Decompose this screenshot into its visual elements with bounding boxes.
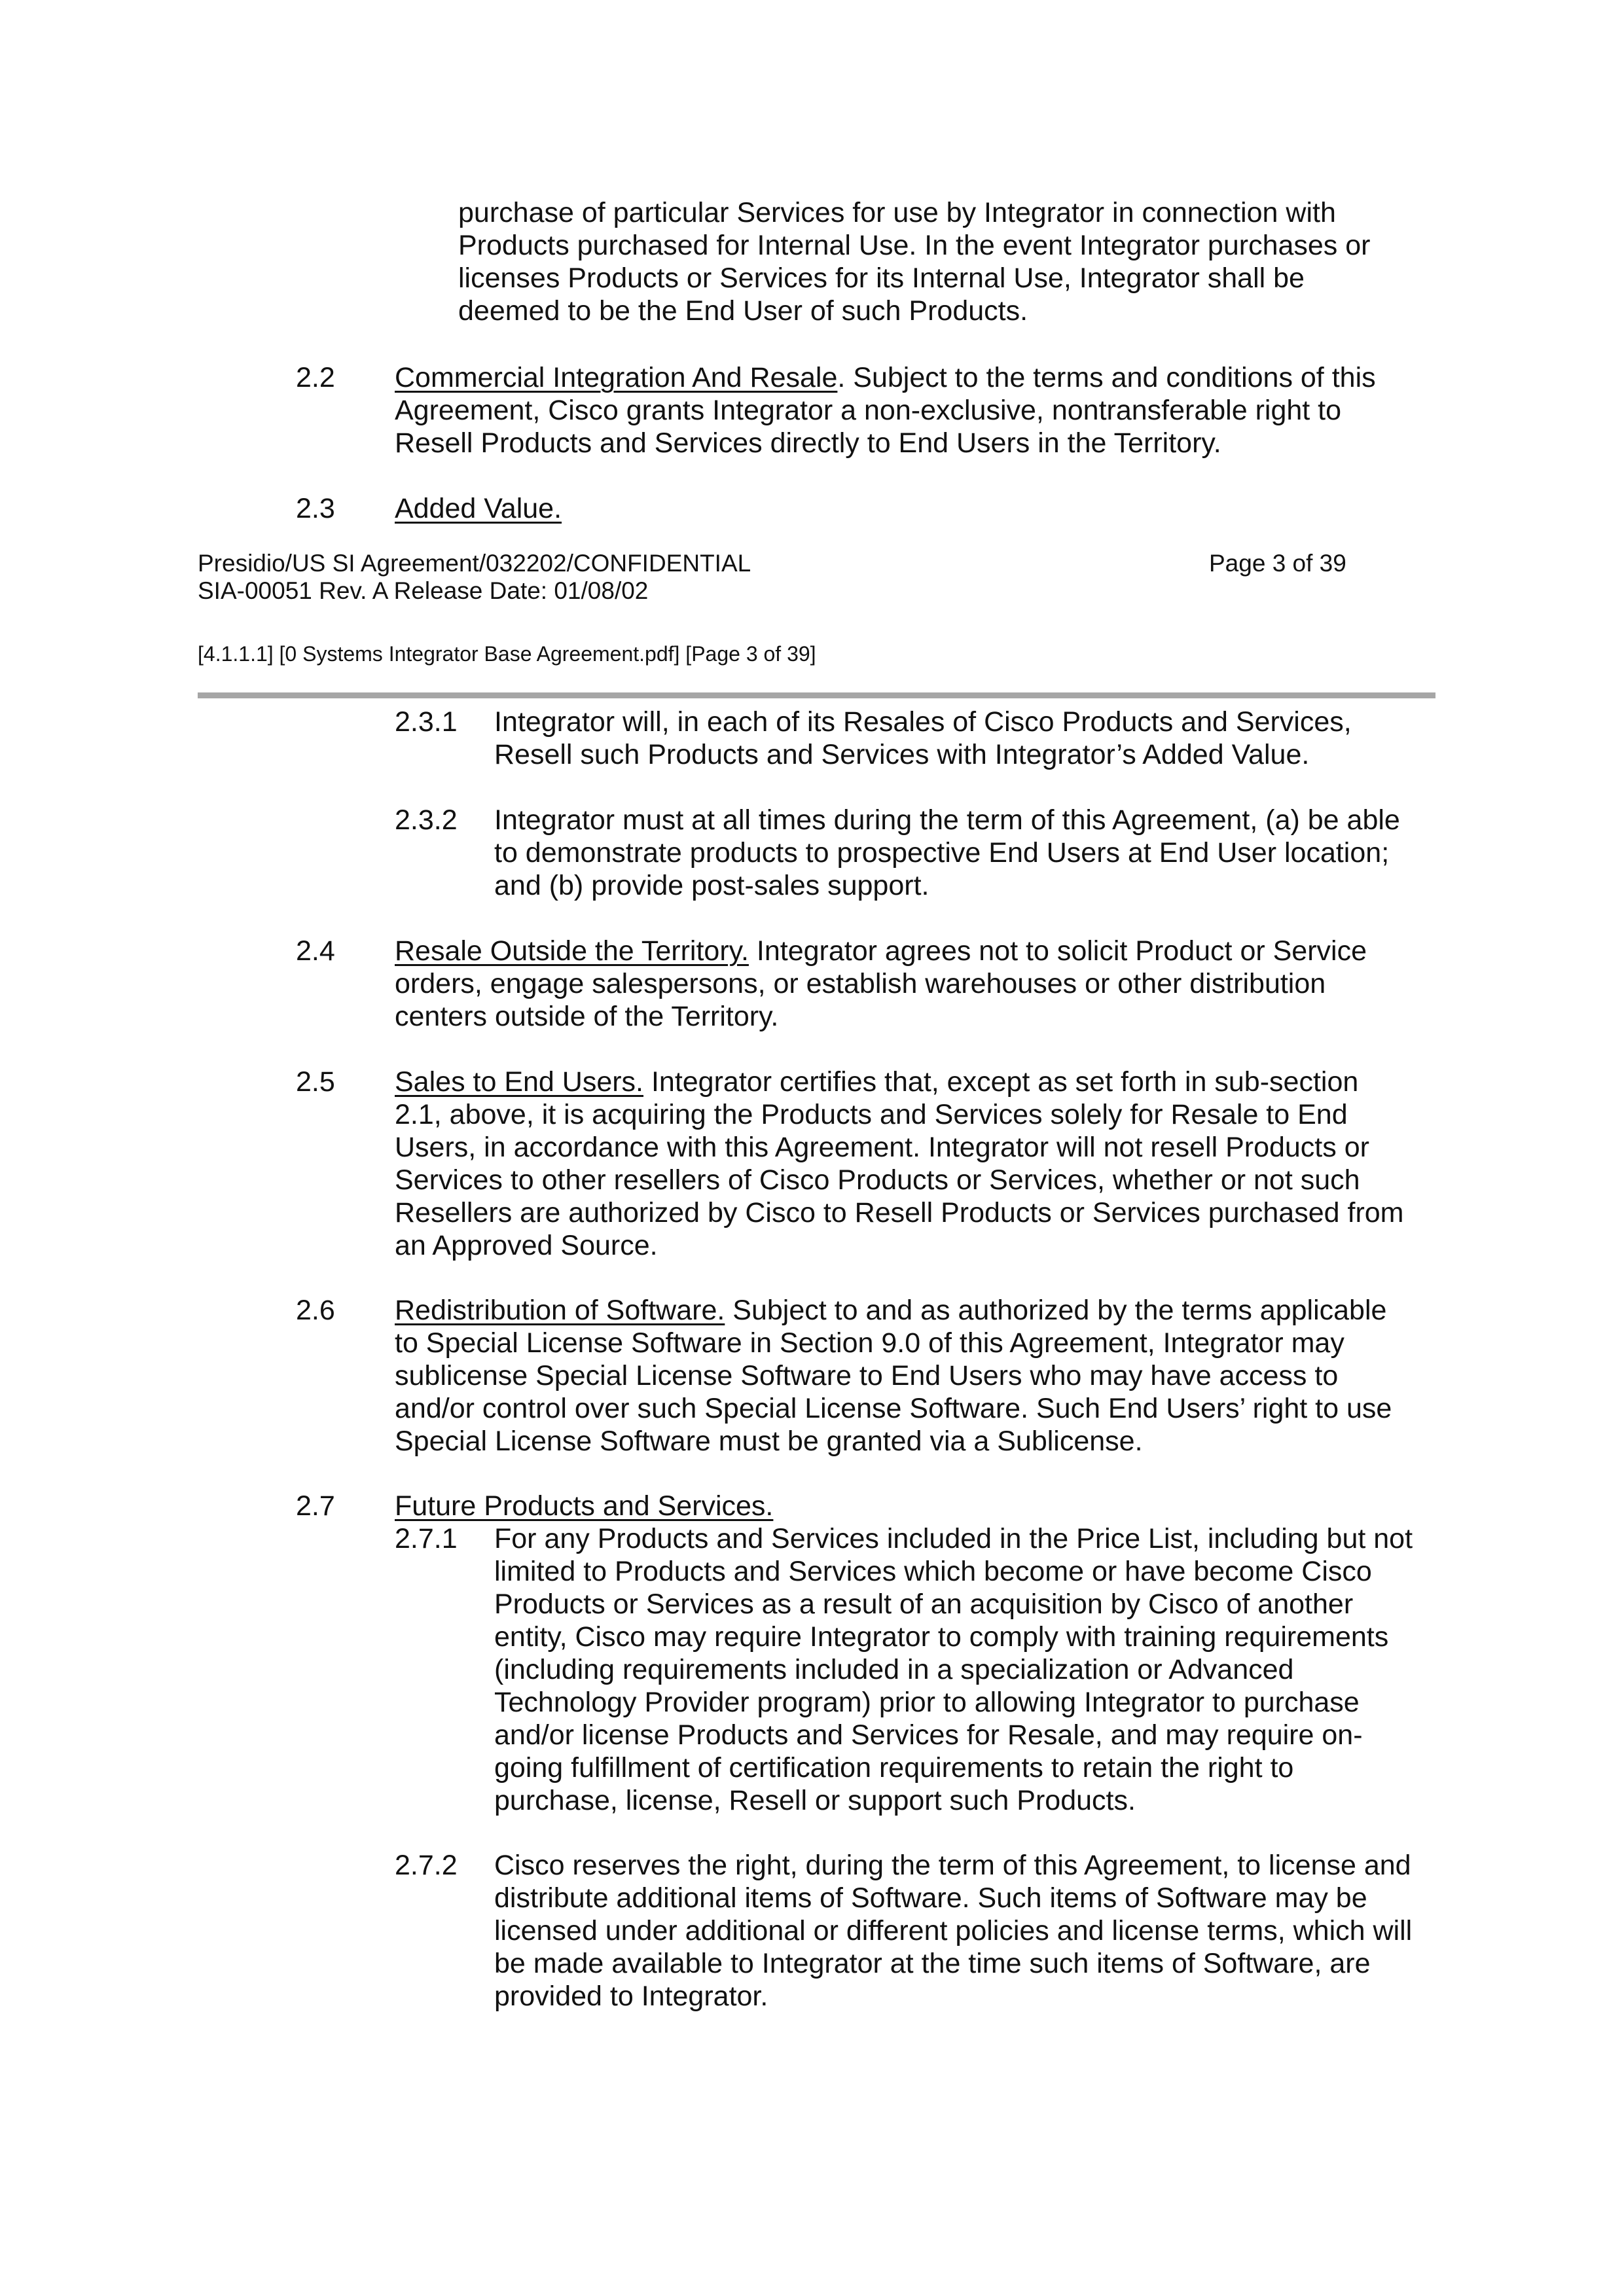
text-line: going fulfillment of certification requirements to retain the right to: [494, 1752, 1294, 1784]
text-line: Redistribution of Software. Subject to and as authorized by the terms applicable: [395, 1295, 1387, 1326]
section-number: 2.2: [296, 362, 335, 393]
text-line: Resellers are authorized by Cisco to Resell Products or Services purchased from: [395, 1197, 1404, 1229]
footer-line: SIA-00051 Rev. A Release Date: 01/08/02: [198, 577, 649, 604]
text-line: distribute additional items of Software. Such items of Software may be: [494, 1882, 1367, 1914]
section-heading: Commercial Integration And Resale: [395, 362, 838, 393]
section-heading: Added Value.: [395, 493, 562, 524]
text-line: orders, engage salespersons, or establish warehouses or other distribution: [395, 968, 1326, 999]
text-line: be made available to Integrator at the time such items of Software, are: [494, 1948, 1371, 1979]
text-line: Products or Services as a result of an acquisition by Cisco of another: [494, 1588, 1354, 1620]
section-number: 2.7.2: [395, 1850, 458, 1881]
text-line: purchase, license, Resell or support such Products.: [494, 1785, 1136, 1816]
section-2-7-heading: [395, 1490, 773, 1522]
section-2-3-heading: [395, 492, 562, 525]
section-number: 2.5: [296, 1066, 335, 1098]
text-line: an Approved Source.: [395, 1230, 658, 1261]
section-2-7-1-body: [494, 1522, 1437, 1817]
text-line: licensed under additional or different policies and license terms, which will: [494, 1915, 1413, 1946]
section-heading: Redistribution of Software.: [395, 1295, 725, 1326]
text-line: to Special License Software in Section 9.0 of this Agreement, Integrator may: [395, 1327, 1344, 1359]
text-line: Resell such Products and Services with Integrator’s Added Value.: [494, 739, 1310, 770]
section-number: 2.7.1: [395, 1523, 458, 1554]
section-number: 2.3: [296, 493, 335, 524]
text-line: to demonstrate products to prospective End Users at End User location;: [494, 837, 1390, 869]
text-line: and/or license Products and Services for Resale, and may require on-: [494, 1719, 1363, 1751]
section-2-6-body: [395, 1294, 1442, 1458]
section-2-7-2-body: [494, 1849, 1437, 2013]
text-line: Integrator will, in each of its Resales of Cisco Products and Services,: [494, 706, 1352, 738]
page-reference: [4.1.1.1] [0 Systems Integrator Base Agreement.pdf] [Page 3 of 39]: [198, 642, 816, 666]
section-2-3-2-body: [494, 804, 1437, 902]
text-line: limited to Products and Services which become or have become Cisco: [494, 1556, 1372, 1587]
section-number: 2.6: [296, 1295, 335, 1326]
section-2-5-body: [395, 1066, 1442, 1262]
text-line: licenses Products or Services for its Internal Use, Integrator shall be: [458, 262, 1305, 294]
text-line: purchase of particular Services for use by Integrator in connection with: [458, 197, 1336, 228]
text-line: 2.1, above, it is acquiring the Products and Services solely for Resale to End: [395, 1099, 1348, 1130]
section-2-3-1-body: [494, 706, 1437, 771]
footer-doc-id: [198, 550, 751, 605]
section-number: 2.3.1: [395, 706, 458, 738]
section-heading: Sales to End Users.: [395, 1066, 644, 1098]
text-line: provided to Integrator.: [494, 1981, 768, 2012]
text-line: Special License Software must be granted via a Sublicense.: [395, 1426, 1143, 1457]
intro-continuation: [458, 196, 1440, 327]
text-line: Sales to End Users. Integrator certifies that, except as set forth in sub-section: [395, 1066, 1359, 1098]
section-heading: Future Products and Services.: [395, 1490, 774, 1522]
text-line: For any Products and Services included in the Price List, including but not: [494, 1523, 1413, 1554]
section-number: 2.3.2: [395, 804, 458, 836]
text-line: (including requirements included in a specialization or Advanced: [494, 1654, 1294, 1685]
text-line: and (b) provide post-sales support.: [494, 870, 929, 901]
text-line: Resale Outside the Territory. Integrator agrees not to solicit Product or Service: [395, 935, 1367, 967]
text-line: entity, Cisco may require Integrator to comply with training requirements: [494, 1621, 1389, 1653]
section-2-4-body: [395, 935, 1442, 1033]
section-heading: Resale Outside the Territory.: [395, 935, 749, 967]
section-number: 2.4: [296, 935, 335, 967]
text-line: Products purchased for Internal Use. In the event Integrator purchases or: [458, 230, 1371, 261]
text-line: sublicense Special License Software to End Users who may have access to: [395, 1360, 1339, 1391]
footer-line: Presidio/US SI Agreement/032202/CONFIDENTIAL: [198, 550, 751, 577]
text-line: Technology Provider program) prior to allowing Integrator to purchase: [494, 1687, 1360, 1718]
text-line: Commercial Integration And Resale. Subject to the terms and conditions of this: [395, 362, 1376, 393]
text-line: Resell Products and Services directly to End Users in the Territory.: [395, 427, 1221, 459]
text-line: Users, in accordance with this Agreement. Integrator will not resell Products or: [395, 1132, 1369, 1163]
text-line: and/or control over such Special License Software. Such End Users’ right to use: [395, 1393, 1392, 1424]
footer-page-number: Page 3 of 39: [1209, 550, 1346, 577]
text-line: Cisco reserves the right, during the term of this Agreement, to license and: [494, 1850, 1411, 1881]
text-line: centers outside of the Territory.: [395, 1001, 779, 1032]
page-divider: [198, 692, 1435, 698]
text-line: Services to other resellers of Cisco Products or Services, whether or not such: [395, 1164, 1360, 1196]
text-line: Integrator must at all times during the term of this Agreement, (a) be able: [494, 804, 1400, 836]
section-number: 2.7: [296, 1490, 335, 1522]
section-2-2-body: [395, 361, 1442, 459]
text-line: Agreement, Cisco grants Integrator a non-exclusive, nontransferable right to: [395, 395, 1342, 426]
text-line: deemed to be the End User of such Products.: [458, 295, 1028, 327]
